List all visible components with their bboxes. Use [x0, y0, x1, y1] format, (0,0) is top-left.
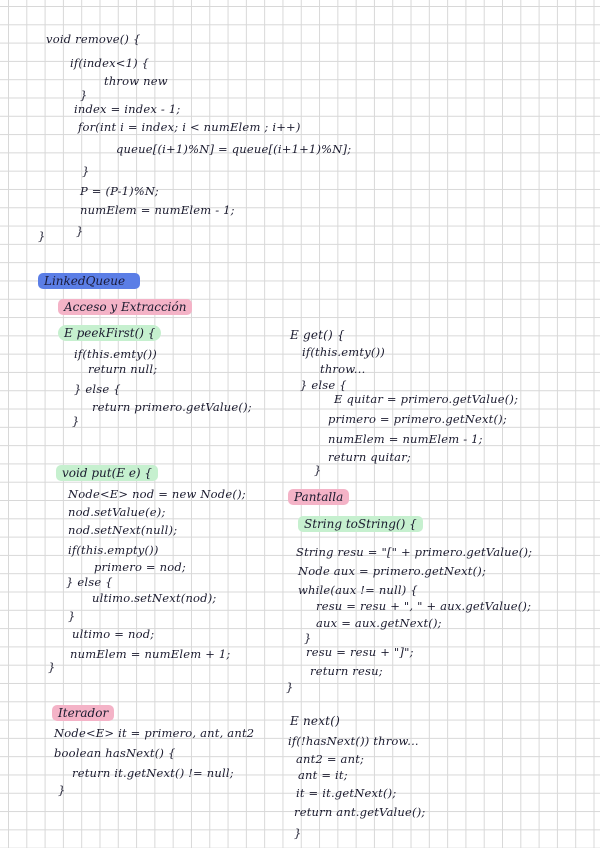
code-line: ant = it;	[298, 768, 348, 782]
code-line: }	[72, 414, 80, 428]
code-line: } else {	[66, 575, 113, 589]
code-line: primero = nod;	[94, 560, 186, 574]
method-header: E get() {	[290, 328, 345, 342]
method-header: E peekFirst() {	[58, 325, 161, 341]
section-heading: Iterador	[52, 705, 114, 721]
code-line: if(this.empty())	[68, 543, 159, 557]
code-line: while(aux != null) {	[298, 583, 418, 597]
code-line: numElem = numElem + 1;	[70, 647, 231, 661]
code-line: numElem = numElem - 1;	[80, 203, 235, 217]
code-line: }	[314, 463, 322, 477]
code-line: return quitar;	[328, 450, 411, 464]
section-heading: Pantalla	[288, 489, 349, 505]
code-line: throw...	[320, 362, 366, 376]
method-header: E next()	[290, 714, 340, 728]
code-line: }	[304, 631, 312, 645]
code-line: primero = primero.getNext();	[328, 412, 507, 426]
code-line: aux = aux.getNext();	[316, 616, 442, 630]
code-line: }	[80, 88, 88, 102]
code-line: return primero.getValue();	[92, 400, 252, 414]
code-line: }	[68, 609, 76, 623]
code-line: return null;	[88, 362, 158, 376]
code-line: if(index<1) {	[70, 56, 150, 70]
code-line: P = (P-1)%N;	[80, 184, 159, 198]
code-line: index = index - 1;	[74, 102, 181, 116]
section-heading: Acceso y Extracción	[58, 299, 192, 315]
code-line: boolean hasNext() {	[54, 746, 176, 760]
code-line: it = it.getNext();	[296, 786, 397, 800]
code-line: nod.setValue(e);	[68, 505, 166, 519]
method-header: void put(E e) {	[56, 465, 158, 481]
code-line: nod.setNext(null);	[68, 523, 178, 537]
page-title: LinkedQueue	[38, 273, 140, 289]
code-line: }	[76, 224, 84, 238]
code-line: for(int i = index; i < numElem ; i++)	[78, 120, 301, 134]
code-line: }	[58, 783, 66, 797]
code-line: void remove() {	[46, 32, 141, 46]
code-line: if(this.emty())	[74, 347, 157, 361]
code-line: ultimo = nod;	[72, 627, 155, 641]
code-line: return resu;	[310, 664, 383, 678]
code-line: queue[(i+1)%N] = queue[(i+1+1)%N];	[116, 142, 352, 156]
code-line: E quitar = primero.getValue();	[334, 392, 519, 406]
code-line: if(!hasNext()) throw...	[288, 734, 419, 748]
code-line: Node<E> nod = new Node();	[68, 487, 246, 501]
method-header: String toString() {	[298, 516, 423, 532]
code-line: String resu = "[" + primero.getValue();	[296, 545, 533, 559]
code-line: }	[82, 164, 90, 178]
code-line: return it.getNext() != null;	[72, 766, 234, 780]
code-line: ultimo.setNext(nod);	[92, 591, 217, 605]
code-line: }	[38, 229, 46, 243]
code-line: ant2 = ant;	[296, 752, 365, 766]
code-line: Node<E> it = primero, ant, ant2	[54, 726, 255, 740]
code-line: }	[286, 680, 294, 694]
code-line: throw new	[104, 74, 168, 88]
code-line: resu = resu + "]";	[306, 645, 414, 659]
code-line: } else {	[74, 382, 121, 396]
code-line: }	[294, 826, 302, 840]
code-line: numElem = numElem - 1;	[328, 432, 483, 446]
code-line: resu = resu + ", " + aux.getValue();	[316, 599, 532, 613]
code-line: return ant.getValue();	[294, 805, 426, 819]
code-line: Node aux = primero.getNext();	[298, 564, 487, 578]
code-line: } else {	[300, 378, 347, 392]
code-line: }	[48, 660, 56, 674]
code-line: if(this.emty())	[302, 345, 385, 359]
